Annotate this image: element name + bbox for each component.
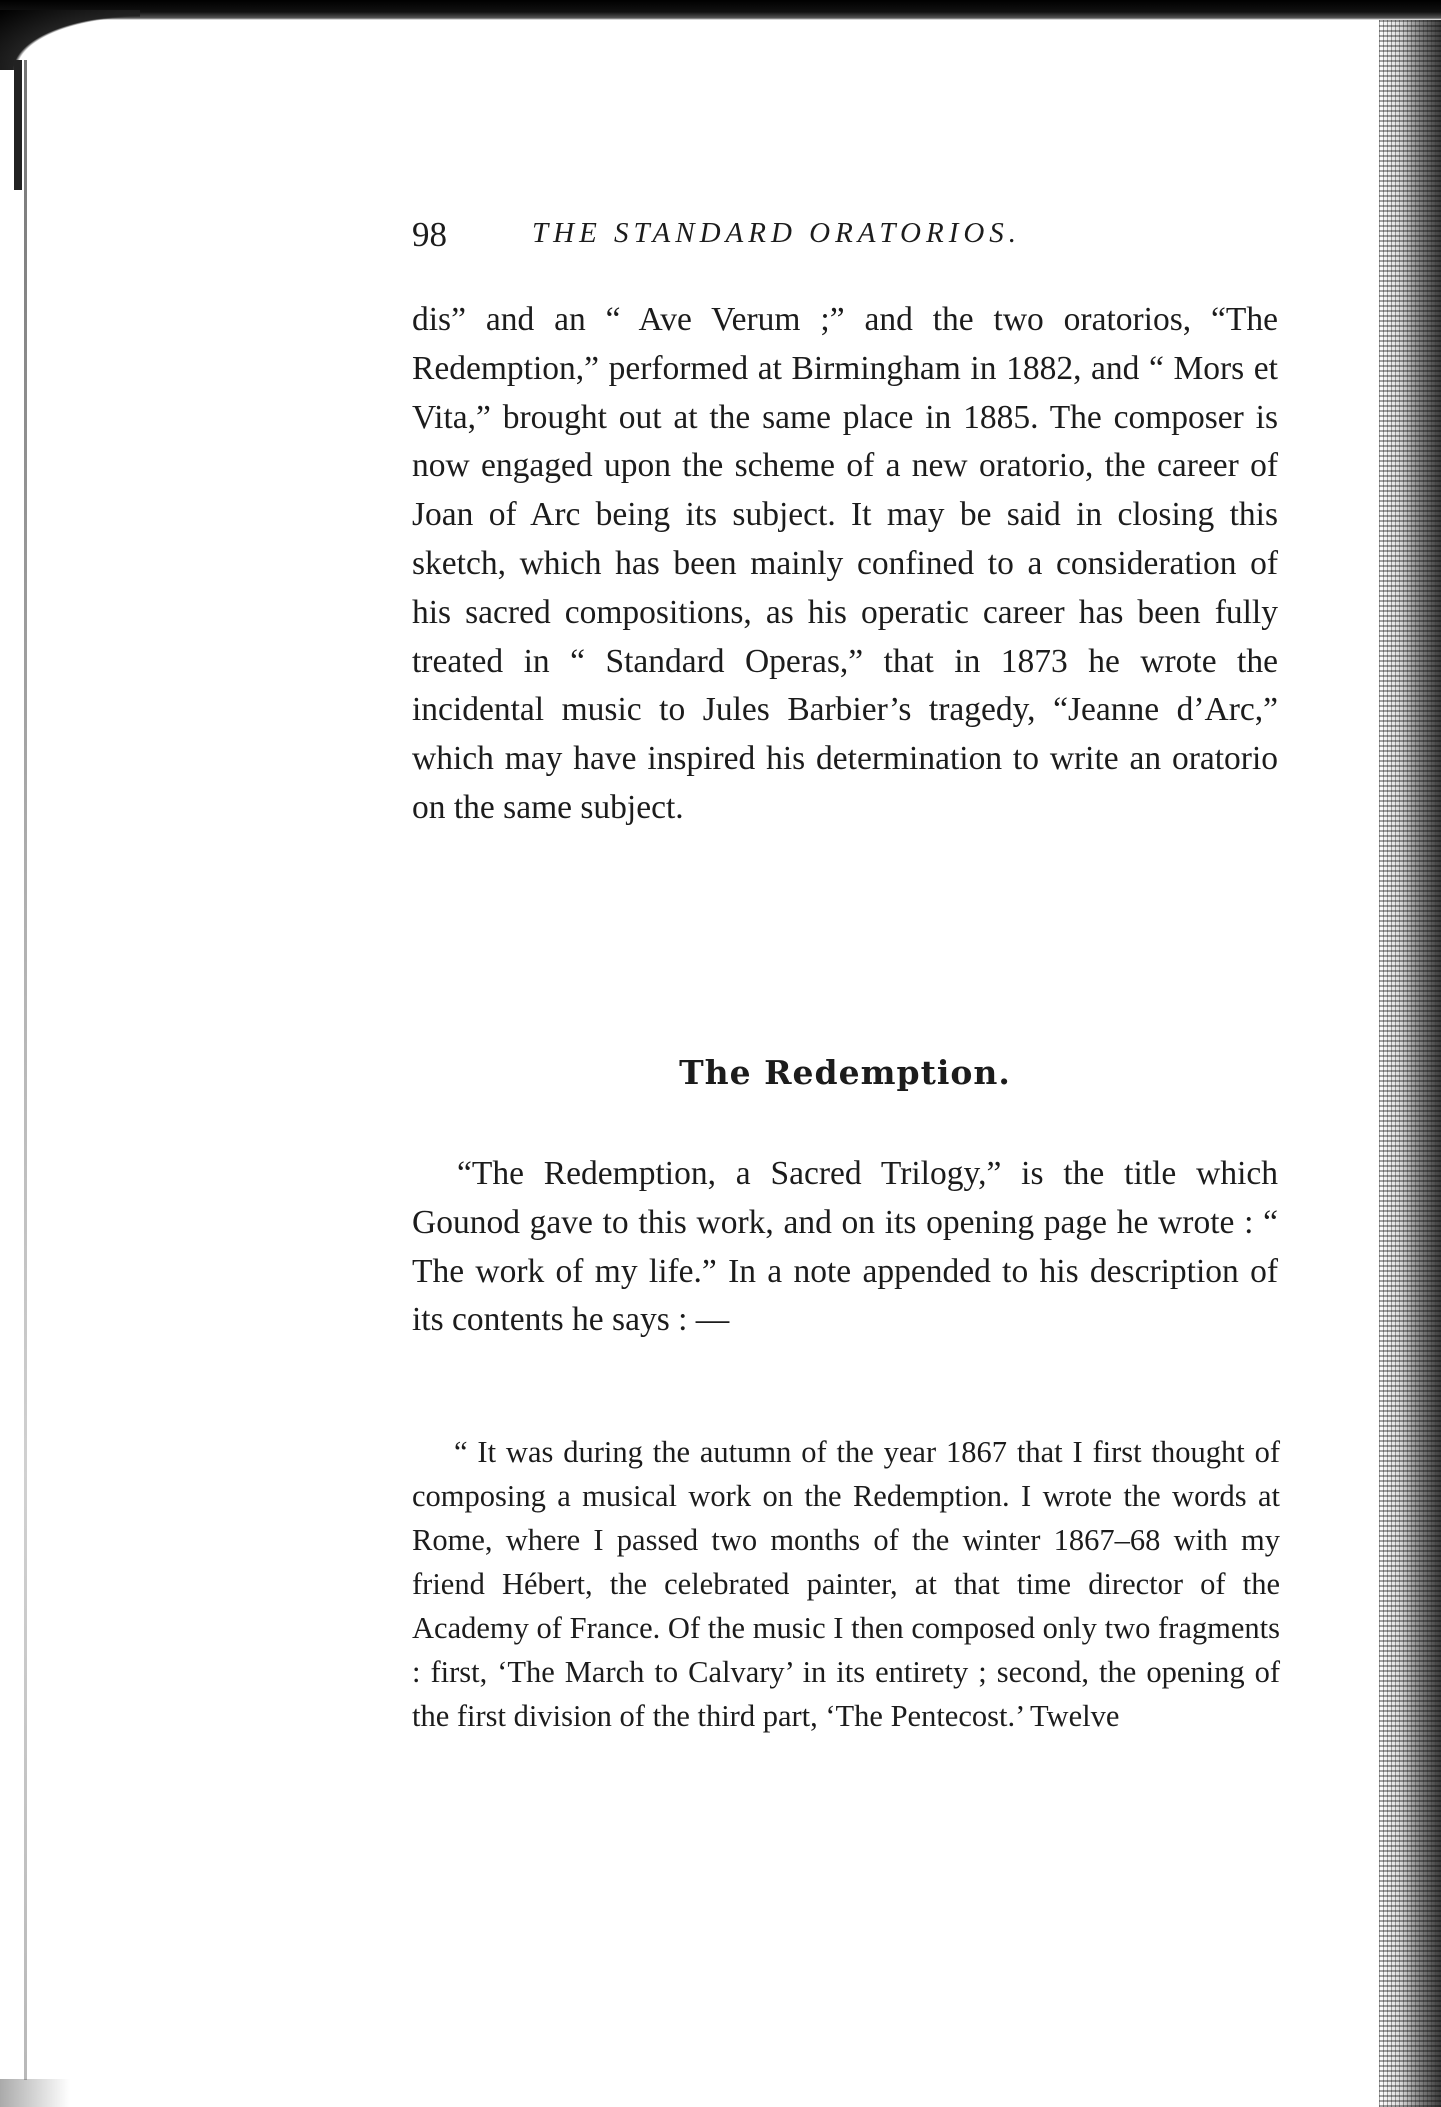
scan-right-edge: [1379, 20, 1441, 2107]
running-header: [412, 215, 1272, 265]
body-paragraph-1: dis” and an “ Ave Verum ;” and the two oratorios, “The Redemption,” performed at Birmingham in 1882, and “ Mors et Vita,” brought out at the same place in 1885. The composer is now engaged upon the scheme of a new oratorio, the career of Joan of Arc being its subject. It may be said in closing this sketch, which has been mainly confined to a consideration of his sacred compositions, as his operatic career has been fully treated in “ Standard Operas,” that in 1873 he wrote the incidental music to Jules Barbier’s tragedy, “Jeanne d’Arc,” which may have inspired his determination to write an oratorio on the same subject.: [412, 301, 1278, 826]
block-quote: “ It was during the autumn of the year 1867 that I first thought of composing a musical work on the Redemption. I wrote the words at Rome, where I passed two months of the winter 1867–68 with my friend Hébert, the celebrated painter, at that time director of the Academy of France. Of the music I then composed only two fragments : first, ‘The March to Calvary’ in its entirety ; second, the opening of the first division of the third part, ‘The Pentecost.’ Twelve: [412, 1435, 1280, 1733]
scan-left-mark: [14, 60, 22, 190]
page-number: 98: [412, 215, 447, 254]
scan-top-border: [0, 0, 1441, 20]
body-paragraph-2: “The Redemption, a Sacred Trilogy,” is the title which Gounod gave to this work, and on its opening page he wrote : “ The work of my life.” In a note appended to his description of its contents he says : —: [412, 1155, 1278, 1339]
section-title: The Redemption.: [679, 1053, 1011, 1092]
scan-left-edge: [24, 60, 27, 2080]
scan-bottom-shadow: [0, 2079, 70, 2107]
running-title: THE STANDARD ORATORIOS.: [532, 217, 1022, 249]
